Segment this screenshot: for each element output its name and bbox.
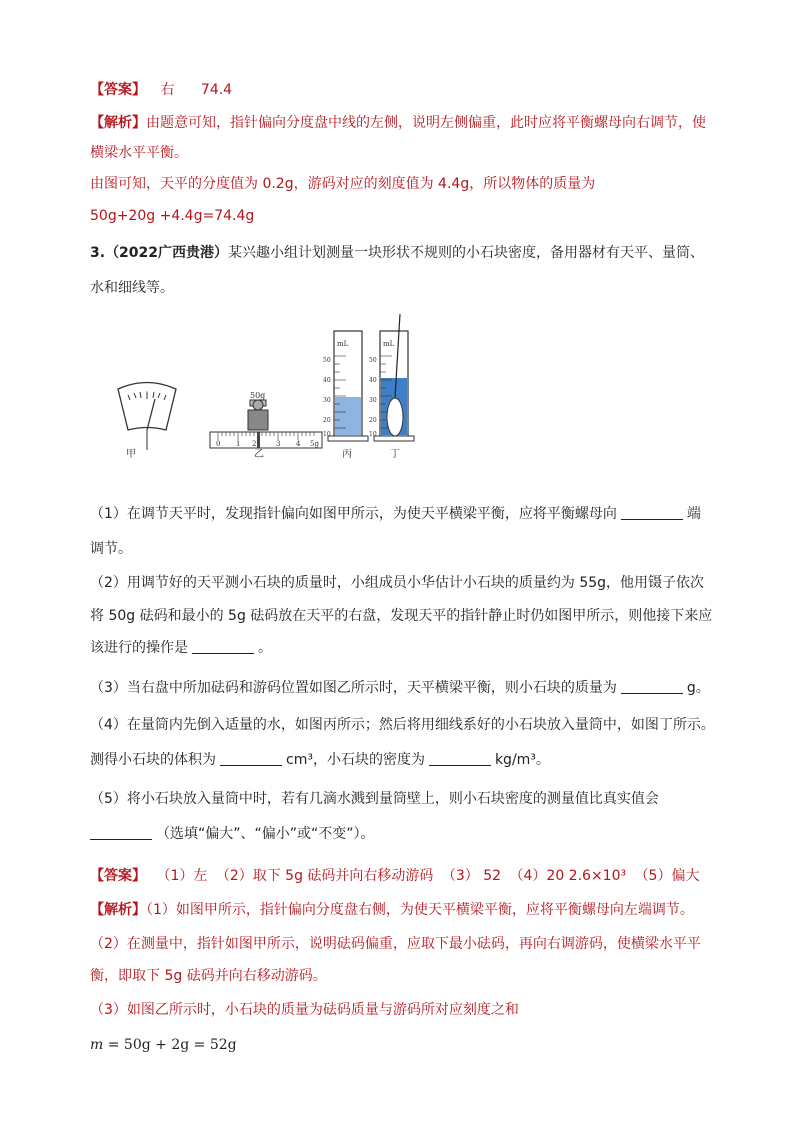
answer-5: （5）偏大 [634, 868, 700, 884]
answer-tag: 【答案】 [90, 82, 146, 98]
bing-tick-30: 30 [323, 397, 331, 404]
part-2-blank [192, 639, 254, 654]
part-4-blank-volume [220, 751, 282, 766]
analysis-tag: 【解析】 [90, 115, 146, 131]
prev-answer-value-1: 右 [160, 82, 175, 98]
part-2-text: 该进行的操作是 [90, 640, 188, 656]
weight-label: 50g [250, 391, 266, 400]
label-bing: 丙 [342, 449, 352, 460]
part-4-blank-density [429, 751, 491, 766]
part-4-suffix: kg/m³。 [494, 752, 550, 768]
ruler-tick-4: 4 [296, 440, 301, 448]
part-4-mid: cm³，小石块的密度为 [286, 752, 425, 768]
part-2-line-1: （2）用调节好的天平测小石块的质量时，小组成员小华估计小石块的质量约为 55g，他用镊子依次 [90, 575, 705, 591]
part-1-blank [621, 505, 683, 520]
ruler-tick-5: 5g [310, 440, 319, 448]
prev-analysis-text: 由题意可知，指针偏向分度盘中线的左侧，说明左侧偏重，此时应将平衡螺母向右调节，使 [146, 115, 706, 131]
question-stem-line-2: 水和细线等。 [90, 280, 174, 296]
analysis-text-1: （1）如图甲所示，指针偏向分度盘右侧，为使天平横梁平衡，应将平衡螺母向左端调节。 [146, 902, 694, 918]
balance-dial-figure [118, 383, 176, 451]
cylinder-ding-figure [374, 314, 414, 441]
answer-2: （2）取下 5g 砝码并向右移动游码 [215, 868, 434, 884]
bing-tick-10: 10 [323, 431, 331, 438]
analysis-line-4: （3）如图乙所示时，小石块的质量为砝码质量与游码所对应刻度之和 [90, 1002, 519, 1018]
answer-4: （4）20 2.6×10³ [509, 868, 627, 884]
ding-tick-50: 50 [369, 357, 377, 364]
analysis-formula [90, 1035, 237, 1055]
label-yi: 乙 [254, 449, 264, 460]
cylinder-bing-ticks [323, 357, 331, 438]
part-5-blank [90, 825, 152, 840]
part-2-suffix: 。 [258, 640, 272, 656]
bing-tick-50: 50 [323, 357, 331, 364]
analysis-line-2: （2）在测量中，指针如图甲所示，说明砝码偏重，应取下最小砝码，再向右调游码，使横梁水平平 [90, 936, 701, 952]
analysis-line-3: 衡，即取下 5g 砝码并向右移动游码。 [90, 968, 327, 984]
ruler-tick-2: 2 [252, 440, 257, 448]
part-3-blank [621, 679, 683, 694]
part-3-line [90, 678, 710, 698]
weight-figure [248, 400, 268, 430]
cylinder-ding-unit: mL [383, 340, 395, 348]
prev-analysis-line-1 [90, 113, 706, 133]
ding-tick-40: 40 [369, 377, 377, 384]
question-stem-text: 某兴趣小组计划测量一块形状不规则的小石块密度，备用器材有天平、量筒、 [228, 245, 705, 261]
prev-analysis-line-2: 横梁水平平衡。 [90, 145, 188, 161]
ruler-tick-1: 1 [236, 440, 241, 448]
cylinder-bing-unit: mL [337, 340, 349, 348]
part-5-line-1: （5）将小石块放入量筒中时，若有几滴水溅到量筒壁上，则小石块密度的测量值比真实值会 [90, 791, 659, 807]
part-4-line-2 [90, 750, 550, 770]
part-1-line-1 [90, 504, 701, 524]
answer-tag: 【答案】 [90, 868, 146, 884]
question-source: （2022广西贵港） [105, 245, 229, 261]
answer-1: （1）左 [156, 868, 208, 884]
prev-answer-line [90, 80, 232, 100]
label-ding: 丁 [390, 449, 400, 460]
ding-tick-30: 30 [369, 397, 377, 404]
label-jia: 甲 [126, 449, 136, 460]
answer-3: （3） 52 [441, 868, 502, 884]
prev-analysis-line-3: 由图可知，天平的分度值为 0.2g，游码对应的刻度值为 4.4g，所以物体的质量为 [90, 176, 596, 192]
ding-tick-20: 20 [369, 417, 377, 424]
prev-answer-value-2: 74.4 [200, 82, 233, 98]
formula-expression: = 50g + 2g = 52g [103, 1037, 237, 1053]
part-3-text: （3）当右盘中所加砝码和游码位置如图乙所示时，天平横梁平衡，则小石块的质量为 [90, 680, 617, 696]
ruler-figure [210, 432, 322, 448]
part-4-line-1: （4）在量筒内先倒入适量的水，如图丙所示；然后将用细线系好的小石块放入量筒中，如图丁所示。 [90, 717, 715, 733]
part-2-line-2: 将 50g 砝码和最小的 5g 砝码放在天平的右盘，发现天平的指针静止时仍如图甲所示，则他接下来应 [90, 608, 713, 624]
ruler-tick-0: 0 [216, 440, 221, 448]
part-2-line-3 [90, 638, 272, 658]
part-5-text: （选填“偏大”、“偏小”或“不变”）。 [156, 826, 375, 842]
bing-tick-20: 20 [323, 417, 331, 424]
formula-variable: m [90, 1037, 104, 1053]
answer-line [90, 866, 699, 886]
experiment-figure [110, 312, 440, 462]
ding-tick-10: 10 [369, 431, 377, 438]
part-1-suffix: 端 [686, 506, 701, 522]
prev-analysis-line-4: 50g+20g +4.4g=74.4g [90, 208, 255, 224]
question-number: 3. [90, 245, 106, 261]
part-1-text: （1）在调节天平时，发现指针偏向如图甲所示，为使天平横梁平衡，应将平衡螺母向 [90, 506, 617, 522]
part-4-text: 测得小石块的体积为 [90, 752, 216, 768]
analysis-tag: 【解析】 [90, 902, 146, 918]
cylinder-ding-ticks [369, 357, 377, 438]
part-1-line-2: 调节。 [90, 541, 132, 557]
part-5-line-2 [90, 824, 375, 844]
ruler-tick-3: 3 [276, 440, 281, 448]
part-3-suffix: g。 [686, 680, 710, 696]
analysis-line-1 [90, 900, 694, 920]
question-stem-line-1 [90, 243, 704, 263]
bing-tick-40: 40 [323, 377, 331, 384]
